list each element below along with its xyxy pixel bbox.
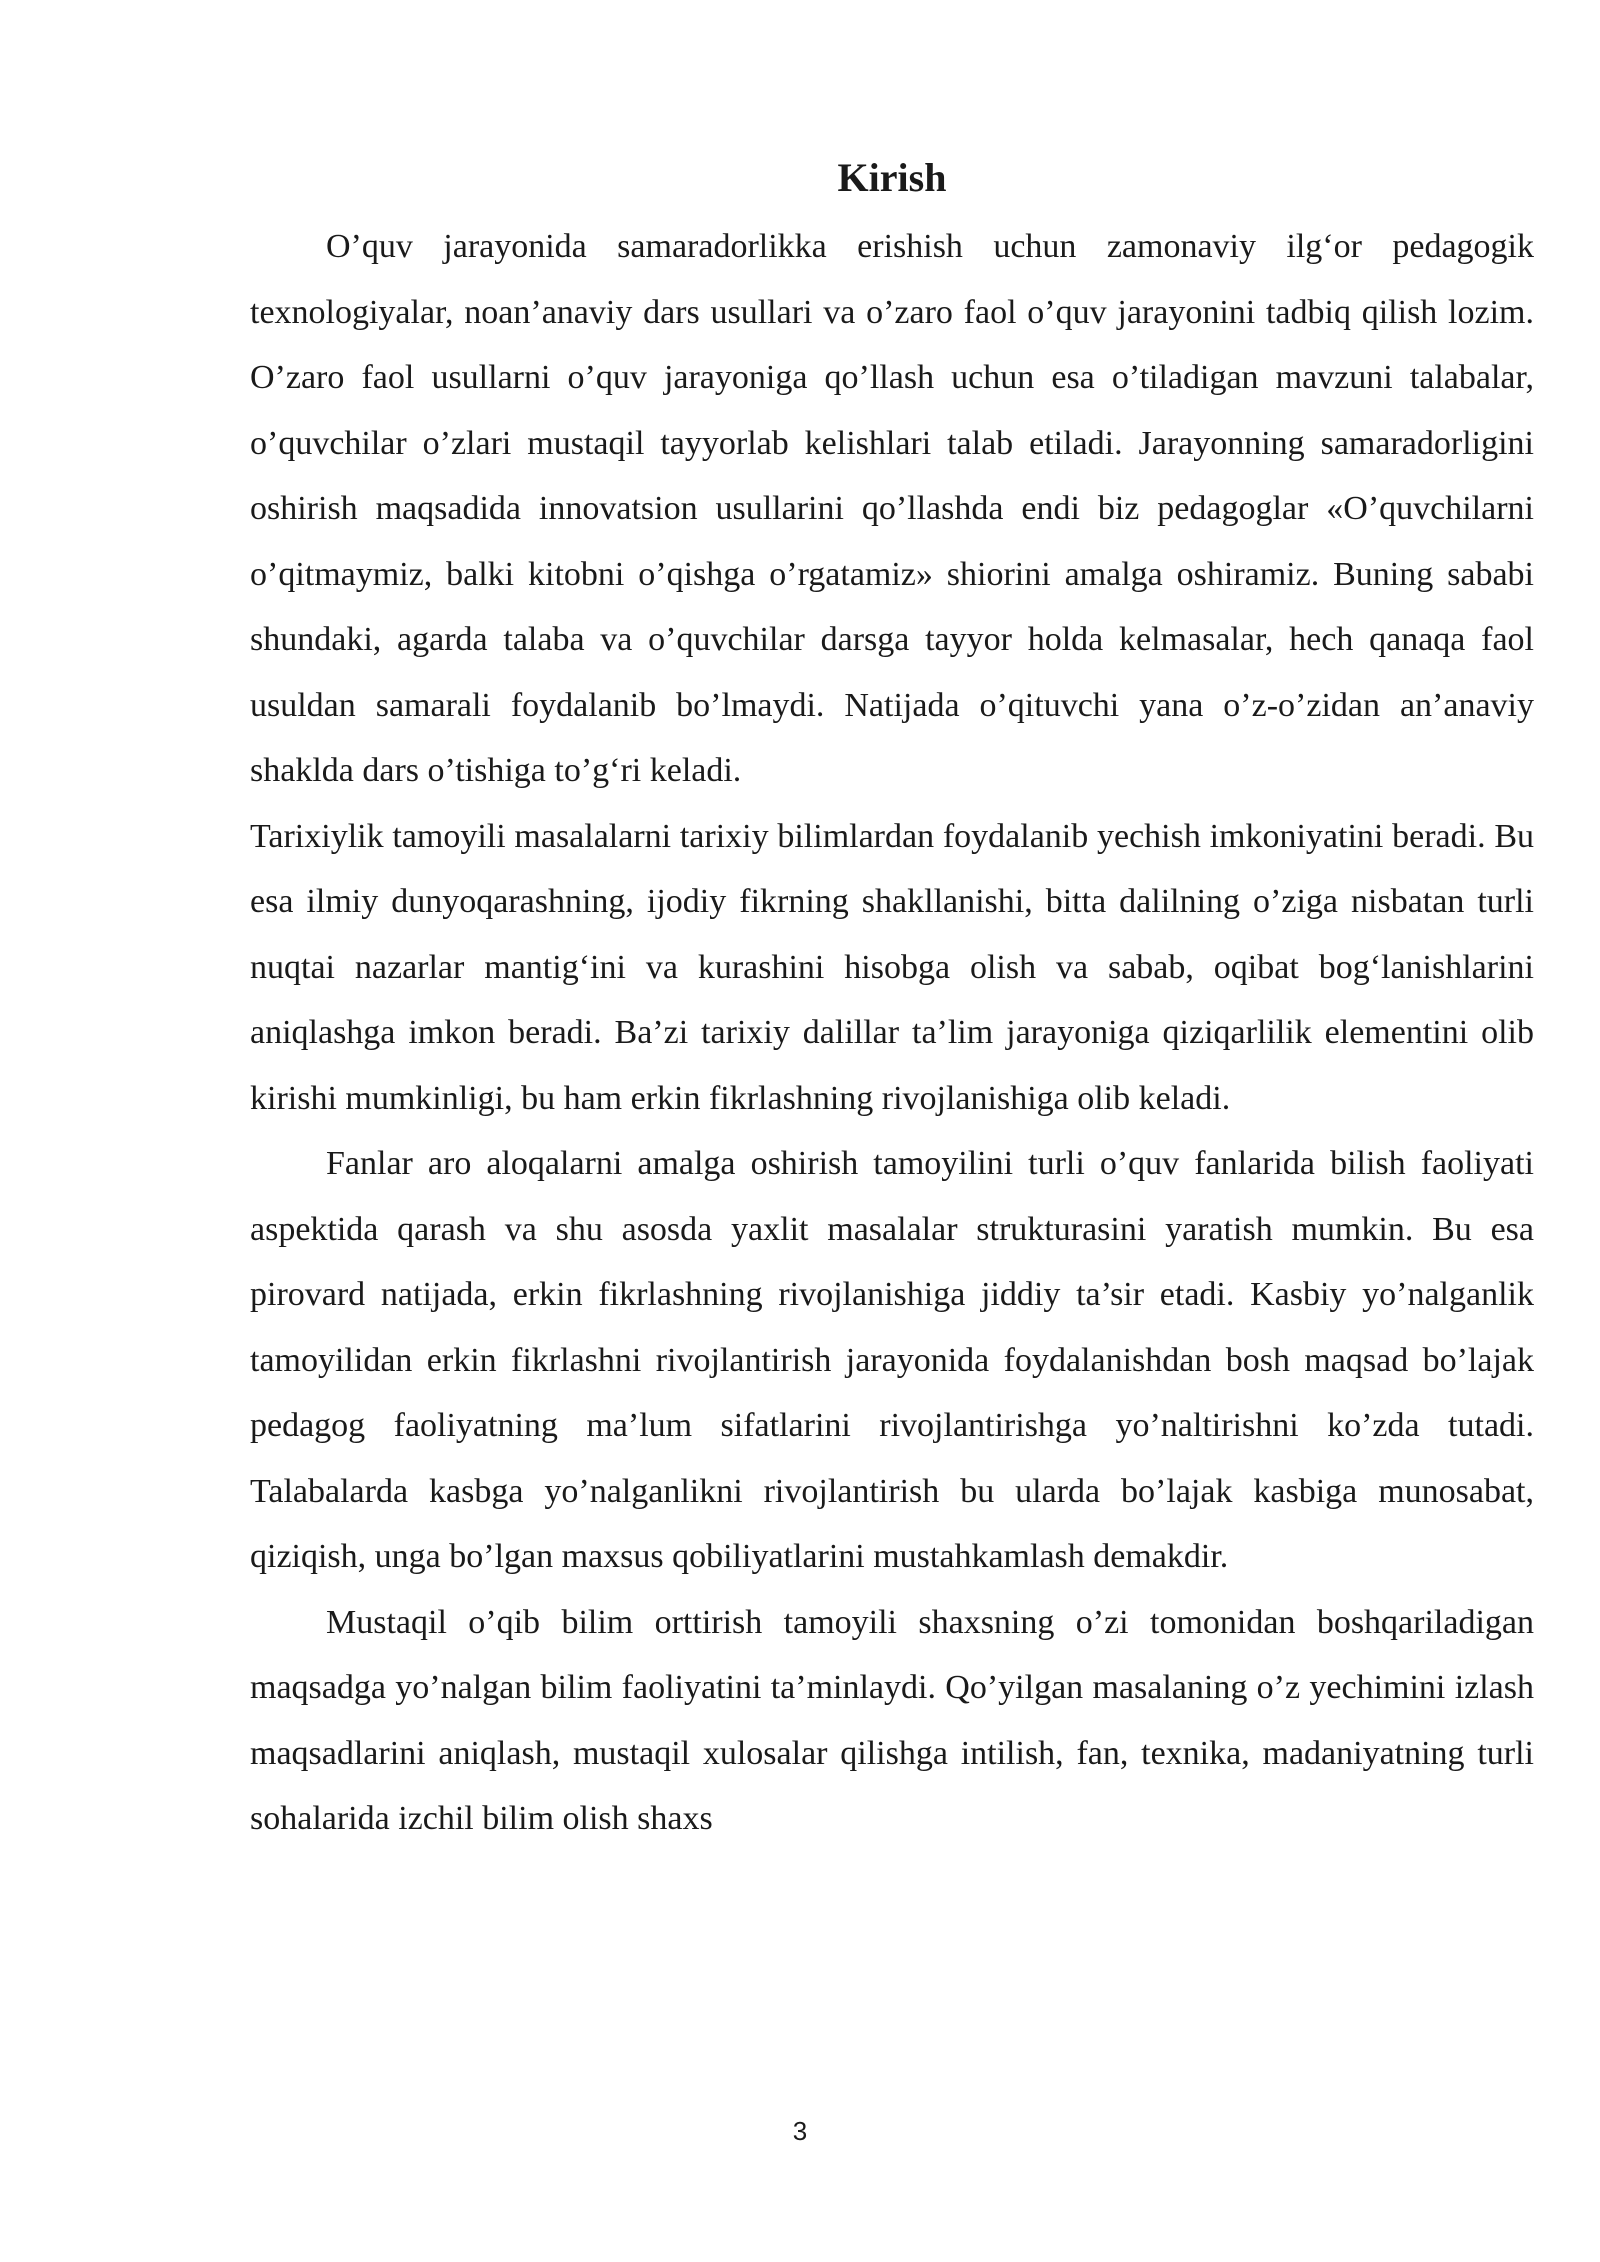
page-title: Kirish — [837, 155, 947, 200]
paragraph-2: Tarixiylik tamoyili masalalarni tarixiy bilimlardan foydalanib yechish imkoniyatini beradi. Bu esa ilmiy dunyoqarashning, ijodiy fikrning shakllanishi, bitta dalilning o’ziga nisbatan turli nuqtai nazarlar mantig‘ini va kurashini hisobga olish va sabab, oqibat bog‘lanishlarini aniqlashga imkon beradi. Ba’zi tarixiy dalillar ta’lim jarayoniga qiziqarlilik elementini olib kirishi mumkinligi, bu ham erkin fikrlashning rivojlanishiga olib keladi. — [250, 817, 1534, 1117]
page-number: 3 — [792, 2116, 808, 2146]
paragraph-4: Mustaqil o’qib bilim orttirish tamoyili shaxsning o’zi tomonidan boshqariladigan maqsadga yo’nalgan bilim faoliyatini ta’minlaydi. Qo’yilgan masalaning o’z yechimini izlash maqsadlarini aniqlash, mustaqil xulosalar qilishga intilish, fan, texnika, madaniyatning turli sohalarida izchil bilim olish shaxs — [250, 1603, 1534, 1837]
paragraph-1: O’quv jarayonida samaradorlikka erishish uchun zamonaviy ilg‘or pedagogik texnologiyalar, noan’anaviy dars usullari va o’zaro faol o’quv jarayonini tadbiq qilish lozim. O’zaro faol usullarni o’quv jarayoniga qo’llash uchun esa o’tiladigan mavzuni talabalar, o’quvchilar o’zlari mustaqil tayyorlab kelishlari talab etiladi. Jarayonning samaradorligini oshirish maqsadida innovatsion usullarini qo’llashda endi biz pedagoglar «O’quvchilarni o’qitmaymiz, balki kitobni o’qishga o’rgatamiz» shiorini amalga oshiramiz. Buning sababi shundaki, agarda talaba va o’quvchilar darsga tayyor holda kelmasalar, hech qanaqa faol usuldan samarali foydalanib bo’lmaydi. Natijada o’qituvchi yana o’z-o’zidan an’anaviy shaklda dars o’tishiga to’g‘ri keladi. — [250, 228, 1534, 789]
page-content — [250, 150, 1534, 1852]
paragraph-3: Fanlar aro aloqalarni amalga oshirish tamoyilini turli o’quv fanlarida bilish faoliyati aspektida qarash va shu asosda yaxlit masalalar strukturasini yaratish mumkin. Bu esa pirovard natijada, erkin fikrlashning rivojlanishiga jiddiy ta’sir etadi. Kasbiy yo’nalganlik tamoyilidan erkin fikrlashni rivojlantirish jarayonida foydalanishdan bosh maqsad bo’lajak pedagog faoliyatning ma’lum sifatlarini rivojlantirishga yo’naltirishni ko’zda tutadi. Talabalarda kasbga yo’nalganlikni rivojlantirish bu ularda bo’lajak kasbiga munosabat, qiziqish, unga bo’lgan maxsus qobiliyatlarini mustahkamlash demakdir. — [250, 1145, 1534, 1575]
